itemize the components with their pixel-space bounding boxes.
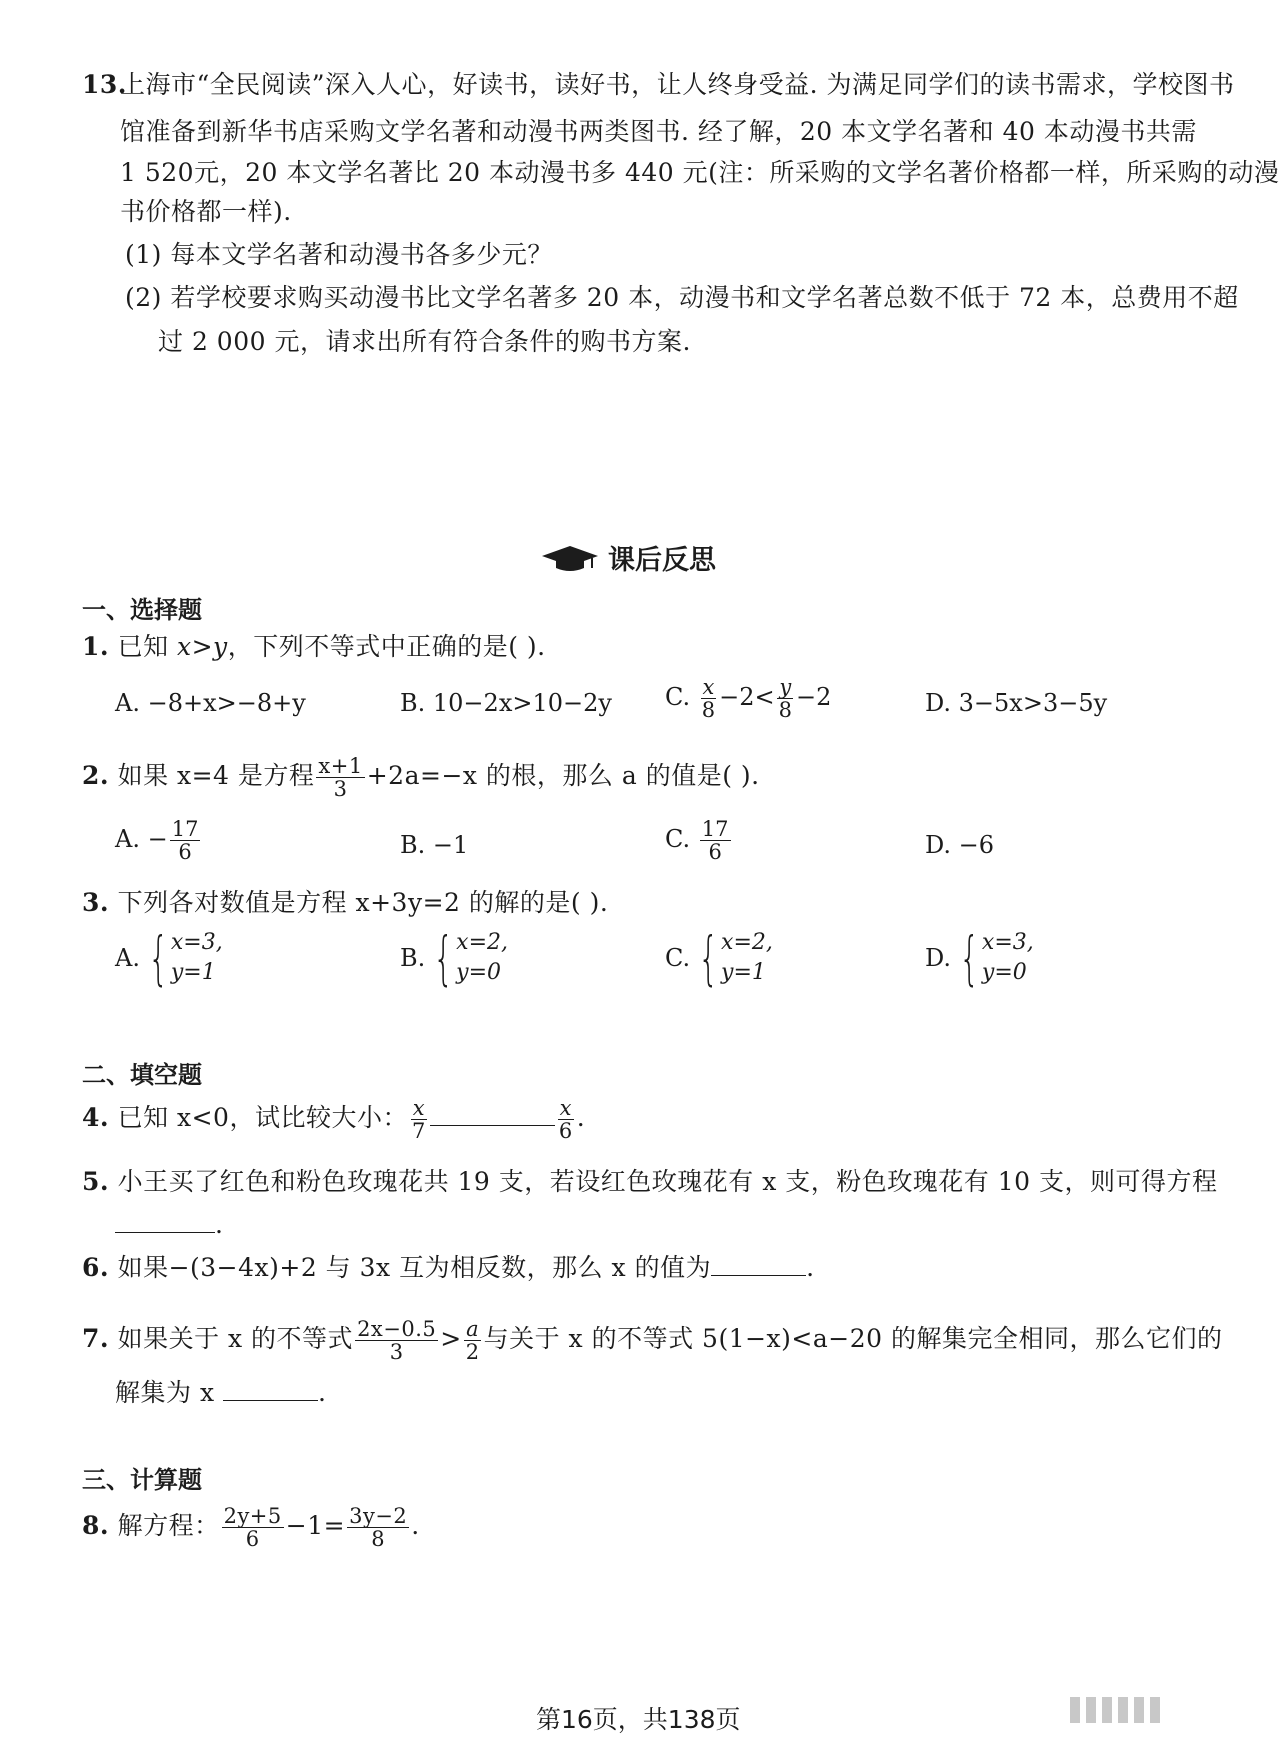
section-heading-fill: 二、填空题	[82, 1061, 202, 1089]
q2-option-d: D. −6	[925, 831, 995, 859]
q3-stem: 3. 下列各对数值是方程 x+3y=2 的解的是( ).	[82, 888, 609, 917]
q3-option-b: B. { x=2, y=0	[400, 924, 509, 992]
q7-stem: 7. 如果关于 x 的不等式 $\frac{2x-0.5}{3}$ > $\frac{a}{2}$ 与关于 x 的不等式 5(1−x)<a−20 的解集完全相同，那么它们的	[82, 1317, 1223, 1364]
q5-answer-blank[interactable]	[115, 1211, 215, 1233]
q3-option-a: A. { x=3, y=1	[115, 924, 223, 992]
q5-answer-line: .	[115, 1210, 223, 1240]
q1-option-d: D. 3−5x>3−5y	[925, 689, 1108, 717]
q6-answer-blank[interactable]	[711, 1254, 806, 1276]
q2-option-c: C. $\frac{17}{6}$	[665, 817, 729, 864]
q1-stem: 1. 已知 x>y，下列不等式中正确的是( ).	[82, 632, 546, 661]
q7-line-2: 解集为 x .	[115, 1378, 327, 1407]
q6-stem: 6. 如果−(3−4x)+2 与 3x 互为相反数，那么 x 的值为 .	[82, 1253, 815, 1282]
q13-sub-1: (1) 每本文学名著和动漫书各多少元？	[125, 240, 553, 269]
q13-sub-2-line-2: 过 2 000 元，请求出所有符合条件的购书方案.	[158, 327, 691, 356]
q13-sub-2-line-1: (2) 若学校要求购买动漫书比文学名著多 20 本，动漫书和文学名著总数不低于 72 本，总费用不超	[125, 283, 1239, 312]
page-number: 第16页，共138页	[536, 1705, 741, 1734]
q13-line-4: 书价格都一样).	[120, 197, 292, 226]
q3-option-d: D. { x=3, y=0	[925, 924, 1034, 992]
q7-answer-blank[interactable]	[223, 1379, 318, 1401]
q1-option-a: A. −8+x>−8+y	[115, 689, 306, 717]
section-heading-choice: 一、选择题	[82, 596, 202, 624]
q2-option-a: A. − $\frac{17}{6}$	[115, 817, 199, 864]
q8-stem: 8. 解方程： $\frac{2y+5}{6}$ −1= $\frac{3y-2}{8}$ .	[82, 1504, 420, 1551]
q2-option-b: B. −1	[400, 831, 469, 859]
q13-number: 13.	[82, 70, 127, 99]
q1-option-c: C. $\frac{x}{8}$ −2< $\frac{y}{8}$ −2	[665, 675, 832, 722]
q4-stem: 4. 已知 x<0，试比较大小： $\frac{x}{7}$ $\frac{x}{6}$ .	[82, 1096, 586, 1143]
section-header	[540, 538, 716, 577]
q1-option-b: B. 10−2x>10−2y	[400, 689, 612, 717]
scroll-edge-decoration	[1070, 1697, 1160, 1723]
q2-stem: 2. 如果 x=4 是方程 $\frac{x+1}{3}$ +2a=−x 的根，那么 a 的值是( ).	[82, 754, 760, 801]
q13-line-3: 1 520元，20 本文学名著比 20 本动漫书多 440 元(注：所采购的文学名著价格都一样，所采购的动漫	[120, 158, 1280, 187]
graduation-cap-icon	[540, 542, 600, 574]
q13-line-1: 上海市“全民阅读”深入人心，好读书，读好书，让人终身受益. 为满足同学们的读书需求，学校图书	[120, 70, 1235, 99]
q4-answer-blank[interactable]	[430, 1104, 555, 1126]
section-heading-calc: 三、计算题	[82, 1466, 202, 1494]
q13-line-2: 馆准备到新华书店采购文学名著和动漫书两类图书. 经了解，20 本文学名著和 40 本动漫书共需	[120, 117, 1197, 146]
q3-option-c: C. { x=2, y=1	[665, 924, 773, 992]
q5-stem: 5. 小王买了红色和粉色玫瑰花共 19 支，若设红色玫瑰花有 x 支，粉色玫瑰花有 10 支，则可得方程	[82, 1167, 1218, 1196]
section-title: 课后反思	[608, 545, 716, 576]
